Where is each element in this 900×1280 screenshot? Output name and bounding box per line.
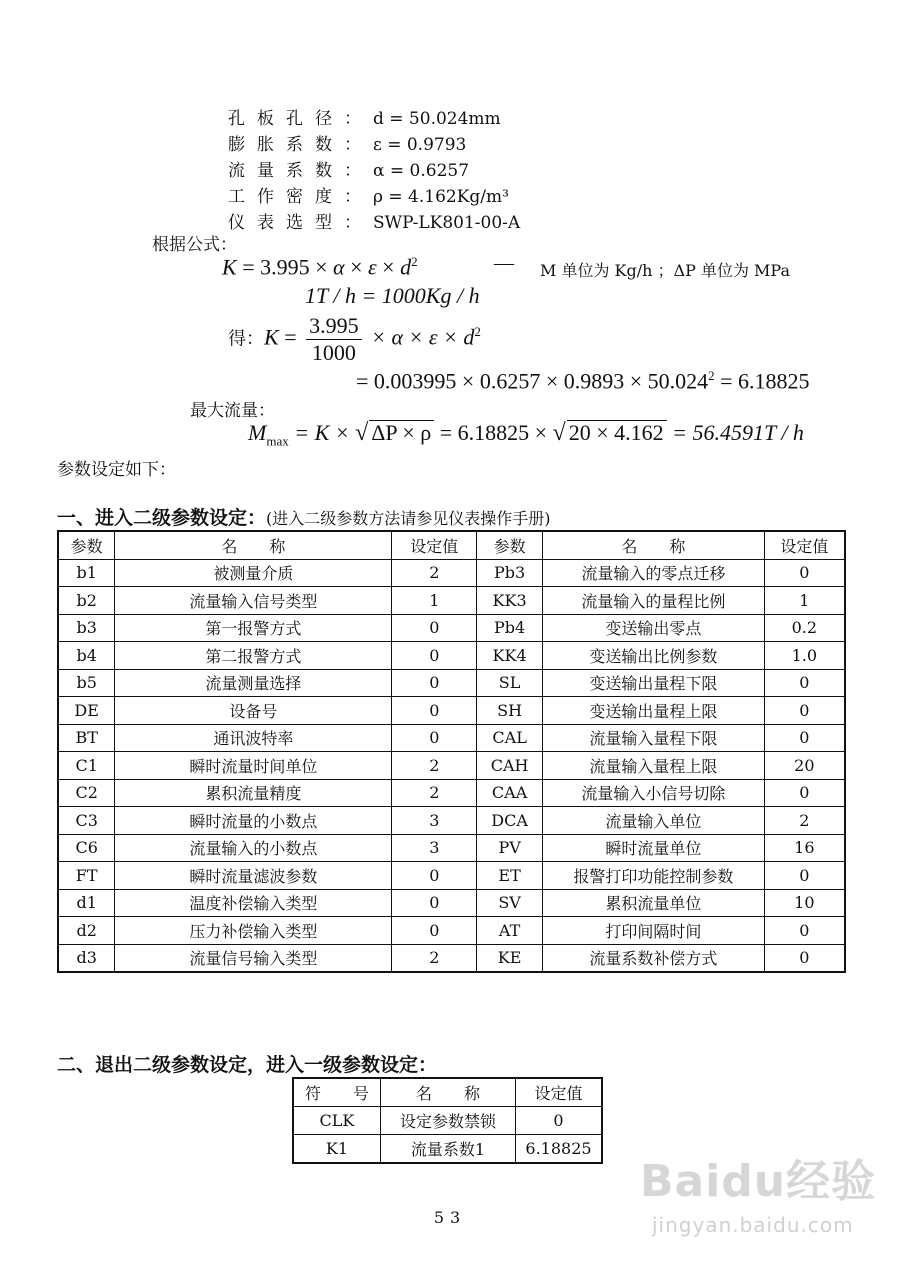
cell-param: Pb3 — [477, 559, 543, 587]
cell-param: b5 — [58, 669, 115, 697]
secondary-params-table — [57, 530, 846, 973]
cell-param: FT — [58, 862, 115, 890]
cell-name: 报警打印功能控制参数 — [543, 862, 765, 890]
cell-symbol: CLK — [293, 1107, 380, 1135]
cell-name: 变送输出量程上限 — [543, 697, 765, 725]
cell-param: CAA — [477, 779, 543, 807]
param-label: 膨胀系数： — [228, 135, 373, 155]
cell-param: C2 — [58, 779, 115, 807]
cell-name: 累积流量精度 — [115, 779, 392, 807]
cell-value: 0 — [392, 862, 477, 890]
param-value: ε = 0.9793 — [373, 135, 467, 155]
cell-param: d3 — [58, 944, 115, 972]
cell-name: 流量输入小信号切除 — [543, 779, 765, 807]
cell-value: 10 — [764, 889, 845, 917]
cell-param: KK3 — [477, 587, 543, 615]
cell-param: d1 — [58, 889, 115, 917]
cell-name: 打印间隔时间 — [543, 917, 765, 945]
cell-name: 温度补偿输入类型 — [115, 889, 392, 917]
header-value: 设定值 — [764, 531, 845, 559]
cell-value: 0 — [764, 669, 845, 697]
cell-value: 2 — [392, 559, 477, 587]
cell-param: CAL — [477, 724, 543, 752]
page-number: 53 — [433, 1208, 467, 1227]
formula-result: = 56.4591T / h — [666, 420, 804, 445]
cell-param: KK4 — [477, 642, 543, 670]
var-k: K — [222, 254, 237, 280]
watermark-url: jingyan.baidu.com — [652, 1213, 854, 1237]
header-value: 设定值 — [392, 531, 477, 559]
param-working-density — [228, 182, 509, 207]
cell-param: KE — [477, 944, 543, 972]
table-row — [58, 807, 845, 835]
formula-eq: = 3.995 × — [236, 254, 334, 280]
cell-param: SH — [477, 697, 543, 725]
table-row — [58, 944, 845, 972]
cell-value: 0.2 — [764, 614, 845, 642]
cell-value: 16 — [764, 834, 845, 862]
formula-part: = K × — [288, 420, 356, 445]
table-row — [58, 559, 845, 587]
formula-intro: 根据公式： — [152, 235, 237, 255]
var-k: K — [264, 324, 279, 350]
formula-times: × — [344, 254, 368, 280]
cell-param: Pb4 — [477, 614, 543, 642]
header-name: 名 称 — [380, 1078, 515, 1107]
sqrt-content: ΔP × ρ — [369, 420, 434, 445]
cell-param: b4 — [58, 642, 115, 670]
cell-value: 0 — [764, 917, 845, 945]
cell-name: 变送输出零点 — [543, 614, 765, 642]
formula-k-value — [356, 368, 810, 394]
exponent: 2 — [474, 324, 481, 340]
watermark-logo: Baidu经验 — [640, 1156, 877, 1207]
var-epsilon: ε — [368, 254, 377, 280]
cell-param: d2 — [58, 917, 115, 945]
cell-name: 流量输入的量程比例 — [543, 587, 765, 615]
formula-lhs: 1T / h — [305, 283, 356, 308]
cell-name: 第二报警方式 — [115, 642, 392, 670]
cell-value: 2 — [764, 807, 845, 835]
cell-value: 0 — [392, 669, 477, 697]
cell-value: 1.0 — [764, 642, 845, 670]
cell-param: BT — [58, 724, 115, 752]
cell-value: 0 — [764, 724, 845, 752]
cell-param: C6 — [58, 834, 115, 862]
primary-params-table — [292, 1077, 603, 1164]
var-d: d — [400, 254, 412, 280]
baidu-watermark — [640, 1145, 890, 1255]
cell-name: 流量输入量程上限 — [543, 752, 765, 780]
cell-name: 流量输入的小数点 — [115, 834, 392, 862]
sqrt-sign: √ — [552, 420, 566, 446]
param-orifice-diameter — [228, 104, 501, 129]
table-row — [58, 834, 845, 862]
formula-rhs: = 1000Kg / h — [355, 283, 480, 308]
table-row — [58, 669, 845, 697]
section1-note: (进入二级参数方法请参见仪表操作手册) — [266, 509, 551, 528]
fraction-denominator: 1000 — [311, 340, 356, 365]
unit-note: M 单位为 Kg/h ；ΔP 单位为 MPa — [540, 261, 790, 280]
cell-value: 0 — [392, 614, 477, 642]
cell-name: 流量输入量程下限 — [543, 724, 765, 752]
table-row — [58, 697, 845, 725]
table-row — [58, 587, 845, 615]
param-value: SWP-LK801-00-A — [373, 213, 521, 233]
cell-value: 0 — [392, 917, 477, 945]
header-name: 名 称 — [543, 531, 765, 559]
table-row — [58, 642, 845, 670]
table-row — [58, 779, 845, 807]
cell-param: SL — [477, 669, 543, 697]
cell-name: 瞬时流量的小数点 — [115, 807, 392, 835]
cell-value: 2 — [392, 944, 477, 972]
cell-name: 变送输出量程下限 — [543, 669, 765, 697]
cell-name: 设定参数禁锁 — [380, 1107, 515, 1135]
param-label: 工作密度： — [228, 187, 373, 207]
cell-param: SV — [477, 889, 543, 917]
formula-expression: = 0.003995 × 0.6257 × 0.9893 × 50.024 — [356, 368, 709, 394]
cell-name: 压力补偿输入类型 — [115, 917, 392, 945]
cell-name: 流量输入信号类型 — [115, 587, 392, 615]
header-param: 参数 — [58, 531, 115, 559]
cell-value: 2 — [392, 752, 477, 780]
formula-unit-conversion — [305, 283, 480, 309]
cell-value: 6.18825 — [515, 1135, 602, 1164]
cell-value: 0 — [764, 559, 845, 587]
cell-param: AT — [477, 917, 543, 945]
cell-value: 0 — [392, 889, 477, 917]
param-label: 孔板孔径： — [228, 109, 373, 129]
cell-name: 被测量介质 — [115, 559, 392, 587]
table-row — [58, 724, 845, 752]
cell-name: 流量系数1 — [380, 1135, 515, 1164]
cell-value: 3 — [392, 834, 477, 862]
table-row — [58, 862, 845, 890]
cell-value: 0 — [764, 779, 845, 807]
formula-k-definition — [222, 254, 418, 280]
param-label: 仪表选型： — [228, 213, 373, 233]
cell-param: C3 — [58, 807, 115, 835]
cell-name: 通讯波特率 — [115, 724, 392, 752]
param-expansion-coefficient — [228, 130, 466, 155]
cell-value: 3 — [392, 807, 477, 835]
table-row — [58, 614, 845, 642]
cell-value: 0 — [764, 862, 845, 890]
param-value: d = 50.024mm — [373, 109, 501, 129]
cell-param: CAH — [477, 752, 543, 780]
cell-name: 变送输出比例参数 — [543, 642, 765, 670]
cell-value: 0 — [764, 944, 845, 972]
cell-name: 瞬时流量时间单位 — [115, 752, 392, 780]
cell-value: 2 — [392, 779, 477, 807]
section1-title — [57, 503, 551, 530]
table-row — [293, 1107, 602, 1135]
cell-name: 累积流量单位 — [543, 889, 765, 917]
formula-dash: — — [494, 252, 514, 274]
exponent: 2 — [708, 368, 715, 383]
formula-result: = 6.18825 — [714, 368, 810, 394]
cell-param: b1 — [58, 559, 115, 587]
fraction — [306, 313, 362, 366]
cell-name: 流量输入的零点迁移 — [543, 559, 765, 587]
param-instrument-model — [228, 208, 520, 233]
cell-name: 第一报警方式 — [115, 614, 392, 642]
cell-name: 流量输入单位 — [543, 807, 765, 835]
exponent: 2 — [411, 254, 418, 269]
var-alpha: α — [333, 254, 345, 280]
cell-value: 1 — [392, 587, 477, 615]
max-flow-label: 最大流量： — [190, 401, 275, 421]
cell-name: 瞬时流量滤波参数 — [115, 862, 392, 890]
params-intro: 参数设定如下： — [57, 460, 176, 480]
cell-param: DE — [58, 697, 115, 725]
table-header-row — [58, 531, 845, 559]
formula-max-flow — [248, 420, 804, 449]
header-value: 设定值 — [515, 1078, 602, 1107]
derive-label: 得： — [228, 328, 264, 350]
cell-param: b3 — [58, 614, 115, 642]
cell-param: DCA — [477, 807, 543, 835]
param-label: 流量系数： — [228, 161, 373, 181]
formula-rest: × α × ε × d — [365, 324, 475, 350]
fraction-numerator: 3.995 — [306, 313, 362, 340]
header-name: 名 称 — [115, 531, 392, 559]
cell-name: 流量测量选择 — [115, 669, 392, 697]
cell-param: ET — [477, 862, 543, 890]
subscript-max: max — [266, 433, 289, 449]
cell-name: 流量系数补偿方式 — [543, 944, 765, 972]
header-param: 参数 — [477, 531, 543, 559]
header-symbol: 符 号 — [293, 1078, 380, 1107]
formula-times: × — [376, 254, 401, 280]
section2-title: 二、退出二级参数设定，进入一级参数设定： — [57, 1054, 438, 1076]
cell-value: 0 — [392, 724, 477, 752]
formula-eq: = — [278, 324, 303, 350]
cell-name: 流量信号输入类型 — [115, 944, 392, 972]
cell-param: b2 — [58, 587, 115, 615]
sqrt-sign: √ — [355, 420, 369, 446]
table-header-row — [293, 1078, 602, 1107]
cell-value: 0 — [392, 697, 477, 725]
table-row — [58, 889, 845, 917]
table-row — [58, 917, 845, 945]
table-row — [58, 752, 845, 780]
var-m: M — [248, 420, 267, 445]
cell-name: 设备号 — [115, 697, 392, 725]
table-row — [293, 1135, 602, 1164]
cell-symbol: K1 — [293, 1135, 380, 1164]
cell-value: 0 — [515, 1107, 602, 1135]
param-flow-coefficient — [228, 156, 469, 181]
param-value: α = 0.6257 — [373, 161, 470, 181]
sqrt-content: 20 × 4.162 — [567, 420, 667, 445]
cell-value: 20 — [764, 752, 845, 780]
cell-value: 0 — [392, 642, 477, 670]
section1-heading: 一、进入二级参数设定： — [57, 507, 267, 529]
cell-value: 0 — [764, 697, 845, 725]
cell-name: 瞬时流量单位 — [543, 834, 765, 862]
param-value: ρ = 4.162Kg/m³ — [373, 187, 509, 207]
formula-k-derived — [228, 313, 481, 366]
formula-part: = 6.18825 × — [434, 420, 553, 445]
cell-value: 1 — [764, 587, 845, 615]
cell-param: C1 — [58, 752, 115, 780]
cell-param: PV — [477, 834, 543, 862]
